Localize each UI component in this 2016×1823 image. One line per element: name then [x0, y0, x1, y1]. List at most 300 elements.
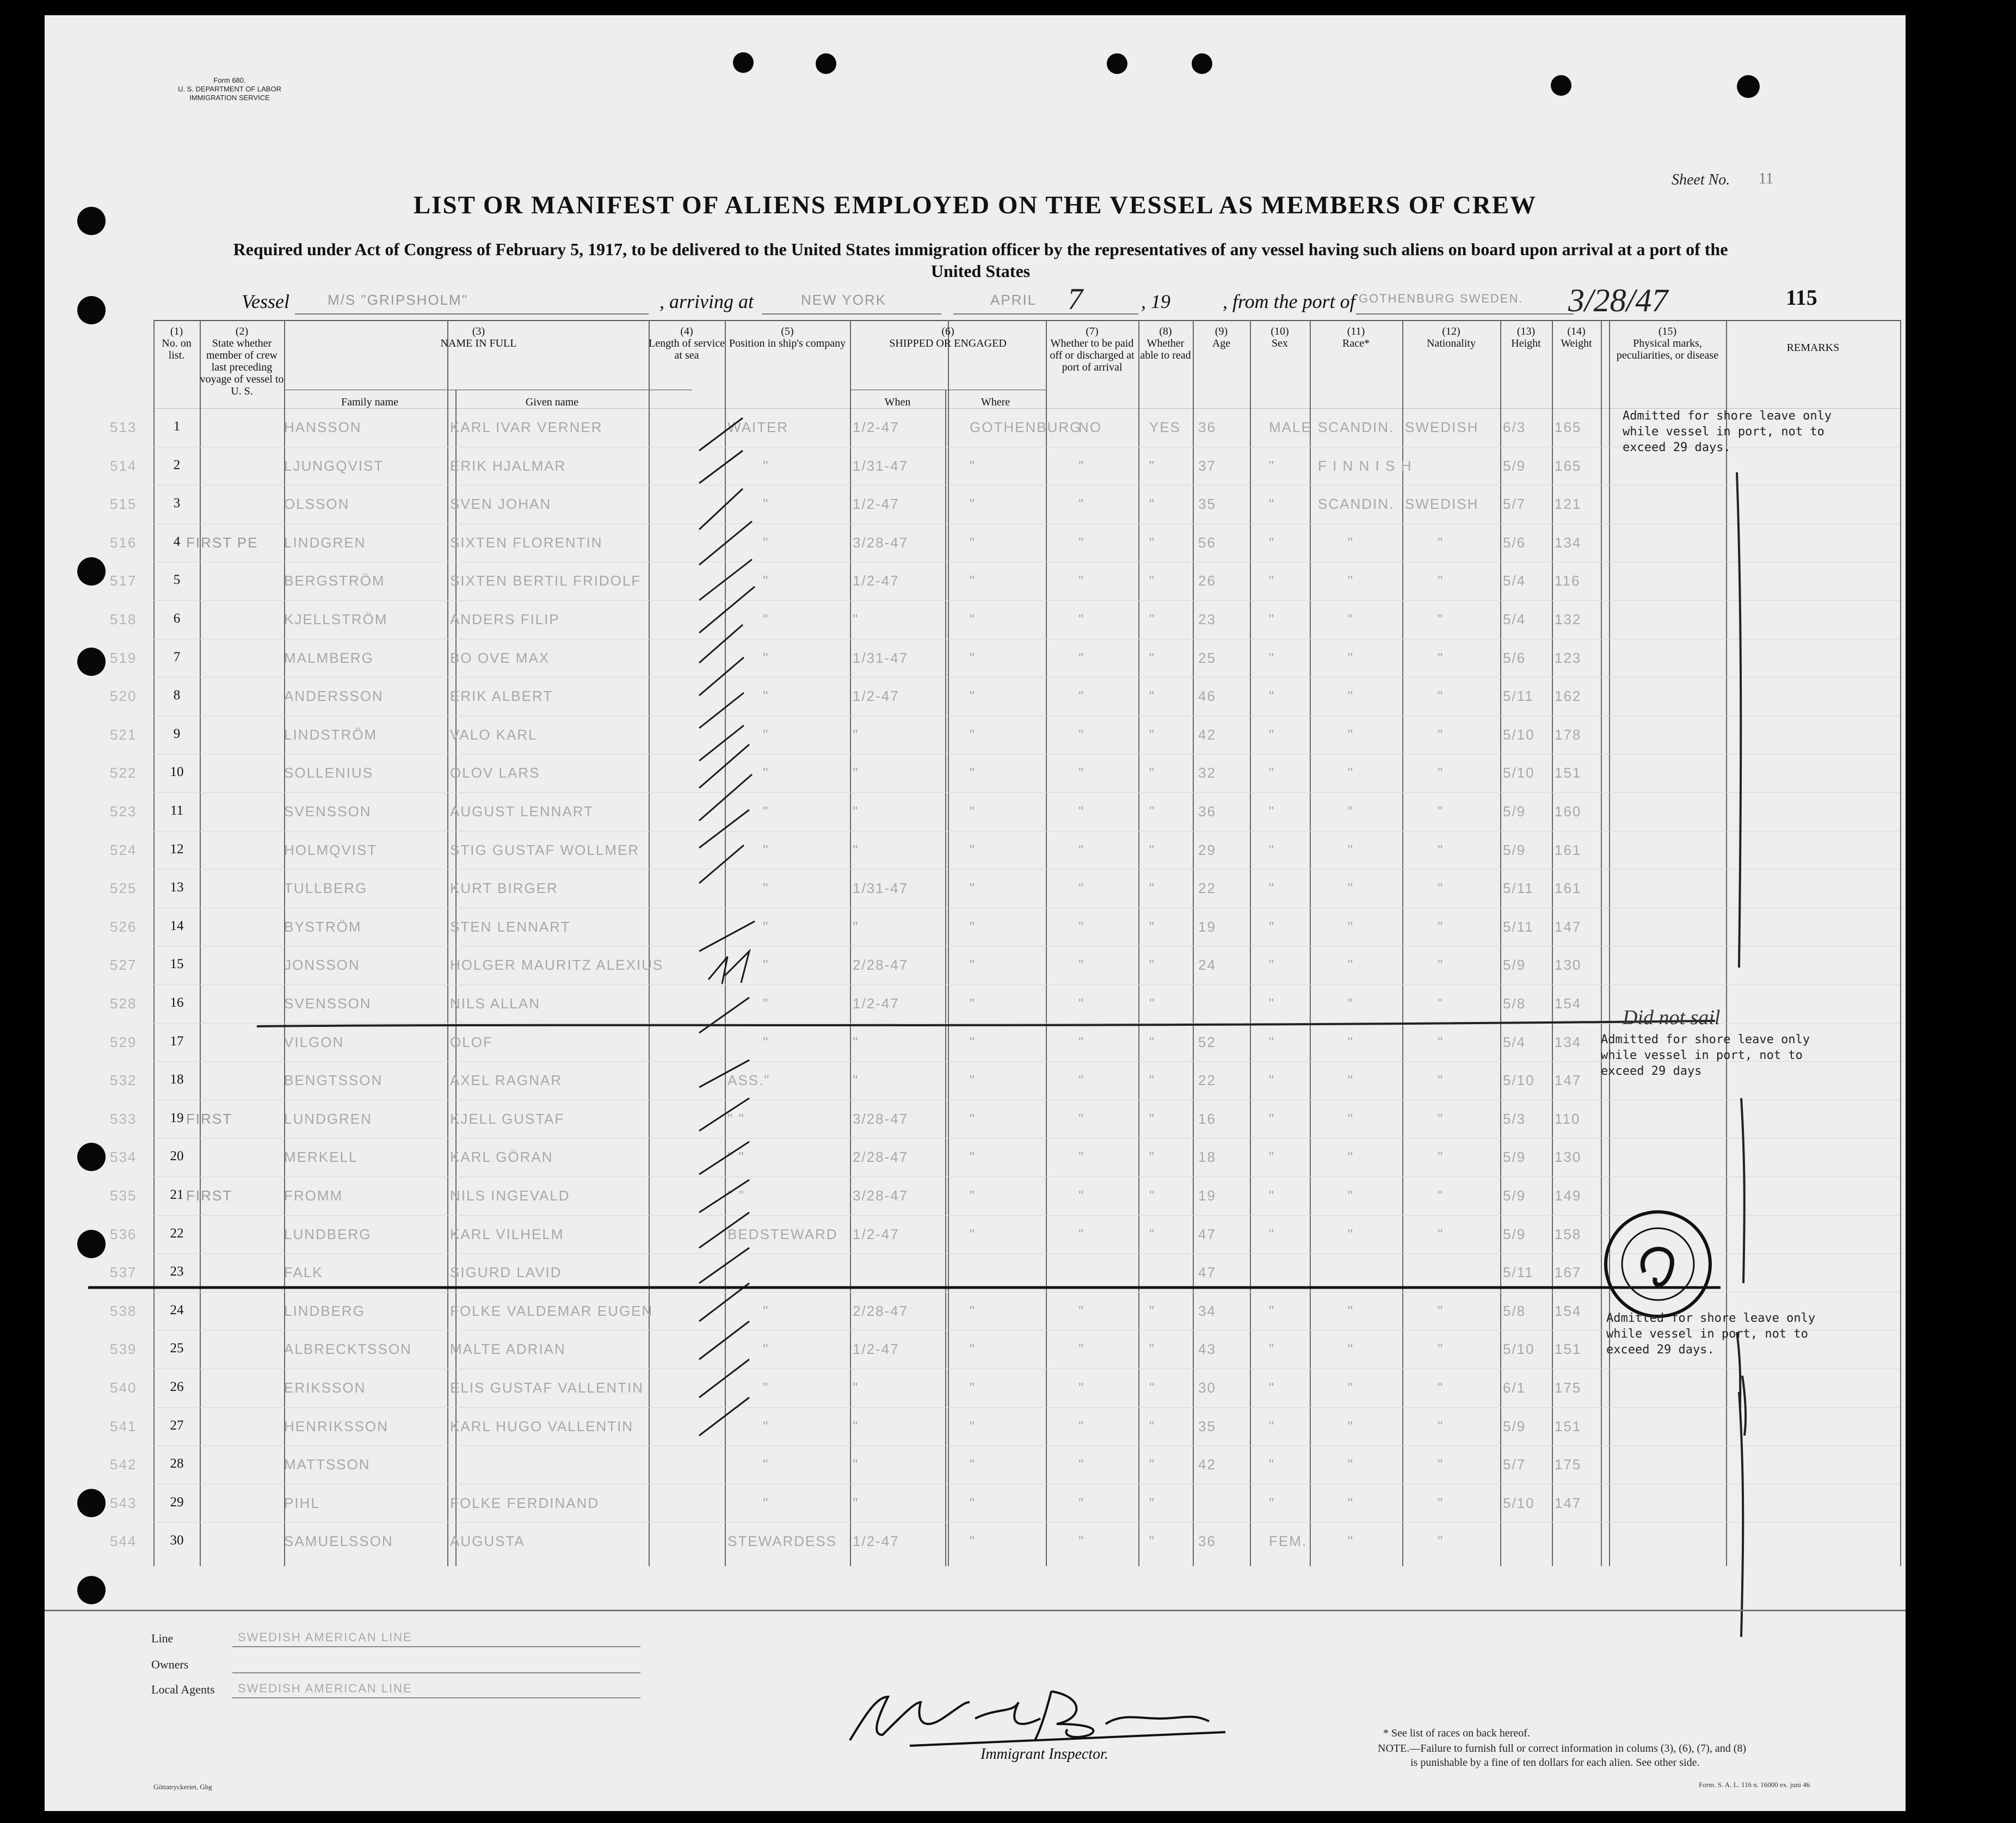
shipped-when: 2/28-47 [853, 957, 909, 974]
row-number: 5 [173, 572, 181, 588]
position: " [763, 726, 769, 743]
shipped-where: " [970, 1494, 976, 1511]
shipped-where: " [970, 1072, 976, 1089]
form-code: Form. S. A. L. 116 n. 16000 ex. juni 46 [1699, 1781, 1810, 1789]
row-number: 25 [170, 1341, 184, 1356]
row-number: 23 [170, 1264, 184, 1279]
column-label: Age [1212, 337, 1231, 349]
nationality: " [1438, 1187, 1444, 1204]
given-name: NILS ALLAN [450, 995, 540, 1012]
family-name: SAMUELSSON [284, 1533, 393, 1550]
given-name: HOLGER MAURITZ ALEXIUS [450, 957, 664, 974]
list-number: 539 [110, 1341, 137, 1358]
family-name: MATTSSON [284, 1456, 371, 1473]
arrival-port: NEW YORK [801, 292, 887, 308]
sex: " [1269, 1225, 1275, 1242]
paid-off: " [1078, 1187, 1085, 1204]
column-divider [1193, 320, 1194, 1566]
local-agents-value: SWEDISH AMERICAN LINE [238, 1682, 412, 1695]
column-header [649, 325, 725, 361]
shipped-where: " [970, 880, 976, 897]
family-name: MALMBERG [284, 649, 374, 666]
list-number: 544 [110, 1533, 137, 1550]
column-label: No. on list. [162, 337, 192, 361]
able-to-read: " [1149, 726, 1156, 743]
paid-off: " [1078, 534, 1085, 551]
shipped-where: " [970, 457, 976, 474]
column-header [1609, 325, 1726, 361]
nationality: " [1438, 1149, 1444, 1166]
list-number: 541 [110, 1418, 137, 1434]
sex: " [1269, 1033, 1275, 1050]
row-number: 17 [170, 1033, 184, 1049]
shipped-where: " [970, 688, 976, 705]
given-name: STIG GUSTAF WOLLMER [450, 841, 640, 858]
shipped-when: " [853, 726, 859, 743]
position: " " [728, 1110, 745, 1127]
race: " [1348, 918, 1354, 935]
weight: 147 [1555, 918, 1582, 935]
list-number: 524 [110, 841, 137, 858]
height: 5/10 [1503, 726, 1535, 743]
age: 35 [1198, 1418, 1216, 1434]
row-number: 20 [170, 1149, 184, 1164]
given-name: AUGUSTA [450, 1533, 525, 1550]
nationality: " [1438, 918, 1444, 935]
manifest-sheet [45, 15, 1906, 1811]
column-header [725, 325, 850, 349]
paid-off: " [1078, 1494, 1085, 1511]
position: " " [728, 1149, 745, 1166]
shipped-when: " [853, 1072, 859, 1089]
column-header [1500, 325, 1552, 349]
weight: 165 [1555, 419, 1582, 435]
shipped-when: 3/28-47 [853, 1187, 909, 1204]
height: 6/3 [1503, 419, 1526, 435]
sex: " [1269, 918, 1275, 935]
shipped-where: " [970, 649, 976, 666]
family-name: LJUNGQVIST [284, 457, 384, 474]
able-to-read: " [1149, 1494, 1156, 1511]
sex: FEM. [1269, 1533, 1308, 1550]
shipped-when: " [853, 1456, 859, 1473]
race: SCANDIN. [1318, 419, 1395, 435]
position: " [763, 457, 769, 474]
shipped-when: 1/2-47 [853, 419, 899, 435]
row-number: 7 [173, 649, 181, 664]
column-header [1402, 325, 1500, 349]
shipped-when: " [853, 1033, 859, 1050]
list-number: 528 [110, 995, 137, 1012]
shipped-when: " [853, 918, 859, 935]
position: " [763, 688, 769, 705]
height: 5/4 [1503, 611, 1526, 627]
race: " [1348, 726, 1354, 743]
nationality: " [1438, 957, 1444, 974]
shipped-where: " [970, 1533, 976, 1550]
height: 5/11 [1503, 880, 1534, 897]
able-to-read: " [1149, 1341, 1156, 1358]
paid-off: " [1078, 1456, 1085, 1473]
position: BEDSTEWARD [728, 1225, 838, 1242]
list-number: 520 [110, 688, 137, 705]
paid-off: " [1078, 1379, 1085, 1396]
shipped-when: 1/2-47 [853, 496, 899, 513]
row-number: 30 [170, 1533, 184, 1548]
row-number: 15 [170, 957, 184, 972]
paid-off: " [1078, 880, 1085, 897]
column-subheader: Where [981, 396, 1010, 408]
race: " [1348, 880, 1354, 897]
weight: 130 [1555, 1149, 1582, 1166]
races-note: * See list of races on back hereof. [1383, 1727, 1530, 1739]
row-divider [153, 600, 1900, 601]
paid-off: " [1078, 1418, 1085, 1434]
row-number: 19 [170, 1110, 184, 1125]
shipped-where: " [970, 803, 976, 820]
shipped-where: GOTHENBURG [970, 419, 1082, 435]
age: 26 [1198, 572, 1216, 589]
able-to-read: " [1149, 1533, 1156, 1550]
nationality: " [1438, 1533, 1444, 1550]
able-to-read: " [1149, 1110, 1156, 1127]
sex: " [1269, 765, 1275, 781]
family-name: BYSTRÖM [284, 918, 362, 935]
list-number: 543 [110, 1494, 137, 1511]
shipped-where: " [970, 1110, 976, 1127]
owners-underline [232, 1672, 640, 1673]
nationality: " [1438, 1418, 1444, 1434]
shipped-when: " [853, 765, 859, 781]
list-number: 537 [110, 1264, 137, 1281]
height: 6/1 [1503, 1379, 1526, 1396]
sex: " [1269, 841, 1275, 858]
column-divider [1601, 320, 1602, 1566]
weight: 116 [1555, 572, 1581, 589]
age: 43 [1198, 1341, 1216, 1358]
family-name: BENGTSSON [284, 1072, 383, 1089]
column-header [1138, 325, 1193, 361]
list-number: 536 [110, 1225, 137, 1242]
list-number: 527 [110, 957, 137, 974]
column-number: (9) [1214, 325, 1228, 337]
paid-off: " [1078, 649, 1085, 666]
column-label: Sex [1272, 337, 1288, 349]
row-23-strike [88, 1282, 1721, 1293]
column-label: REMARKS [1786, 342, 1840, 354]
row-number: 2 [173, 457, 181, 472]
nationality: " [1438, 1494, 1444, 1511]
weight: 147 [1555, 1494, 1582, 1511]
nationality: " [1438, 995, 1444, 1012]
nationality: " [1438, 880, 1444, 897]
position: " [763, 1033, 769, 1050]
height: 5/9 [1503, 1418, 1526, 1434]
shipped-where: " [970, 1302, 976, 1319]
race: " [1348, 841, 1354, 858]
family-name: HOLMQVIST [284, 841, 378, 858]
sex: " [1269, 534, 1275, 551]
given-name: SIXTEN BERTIL FRIDOLF [450, 572, 642, 589]
weight: 154 [1555, 995, 1582, 1012]
row-number: 21 [170, 1187, 184, 1202]
position: " [763, 765, 769, 781]
given-name: STEN LENNART [450, 918, 571, 935]
family-name: OLSSON [284, 496, 350, 513]
length-of-service-ticks [640, 407, 766, 1593]
family-name: SOLLENIUS [284, 765, 373, 781]
page-subtitle: Required under Act of Congress of February 5, 1917, to be delivered to the United States immigration officer by the representatives of any vessel having such aliens on board upon arrival at a port of the United States [233, 239, 1728, 281]
page-title: LIST OR MANIFEST OF ALIENS EMPLOYED ON THE VESSEL AS MEMBERS OF CREW [413, 191, 1537, 219]
underline [762, 313, 941, 315]
age: 18 [1198, 1149, 1216, 1166]
height: 5/9 [1503, 457, 1526, 474]
given-name: SVEN JOHAN [450, 496, 552, 513]
family-name: TULLBERG [284, 880, 368, 897]
paid-off: " [1078, 1110, 1085, 1127]
position: " [763, 1456, 769, 1473]
sex: " [1269, 995, 1275, 1012]
paid-off: " [1078, 957, 1085, 974]
position: " [763, 611, 769, 627]
family-name: LINDSTRÖM [284, 726, 378, 743]
punch-hole [77, 557, 106, 586]
age: 36 [1198, 419, 1216, 435]
failure-note-continued: is punishable by a fine of ten dollars for each alien. See other side. [1410, 1757, 1700, 1769]
age: 30 [1198, 1379, 1216, 1396]
shipped-where: " [970, 1456, 976, 1473]
punch-hole [77, 1143, 106, 1171]
shipped-when: 1/31-47 [853, 457, 909, 474]
list-number: 515 [110, 496, 137, 513]
shipped-when: 1/31-47 [853, 649, 909, 666]
nationality: " [1438, 649, 1444, 666]
paid-off: " [1078, 1149, 1085, 1166]
owners-label: Owners [151, 1658, 189, 1671]
list-number: 519 [110, 649, 137, 666]
age: 42 [1198, 1456, 1216, 1473]
row-number: 24 [170, 1302, 184, 1317]
position: " [763, 995, 769, 1012]
column-divider [1402, 320, 1403, 1566]
family-name: HANSSON [284, 419, 362, 435]
paid-off: " [1078, 1033, 1085, 1050]
shipped-where: " [970, 1379, 976, 1396]
age: 46 [1198, 688, 1216, 705]
row-number: 3 [173, 496, 181, 511]
row-divider [153, 792, 1900, 793]
position: " [763, 918, 769, 935]
able-to-read: " [1149, 1033, 1156, 1050]
race: " [1348, 957, 1354, 974]
column-divider [850, 390, 851, 1566]
family-name: ALBRECKTSSON [284, 1341, 412, 1358]
position: " [763, 957, 769, 974]
family-name: KJELLSTRÖM [284, 611, 388, 627]
did-not-sail-note: Did not sail [1623, 1006, 1721, 1029]
column-label: Race* [1342, 337, 1370, 349]
shipped-where: " [970, 918, 976, 935]
local-agents-label: Local Agents [151, 1683, 215, 1696]
given-name: BO OVE MAX [450, 649, 550, 666]
able-to-read: " [1149, 841, 1156, 858]
age: 35 [1198, 496, 1216, 513]
nationality: SWEDISH [1405, 419, 1479, 435]
sheet-number: 11 [1759, 170, 1773, 187]
list-number: 521 [110, 726, 137, 743]
paid-off: NO [1078, 419, 1102, 435]
column-number: (6) [941, 325, 954, 337]
column-label: Height [1511, 337, 1541, 349]
race: " [1348, 1187, 1354, 1204]
paid-off: " [1078, 1341, 1085, 1358]
punch-hole [77, 1489, 106, 1517]
previous-voyage: FIRST PE [186, 534, 258, 551]
form-number: Form 680. U. S. DEPARTMENT OF LABOR IMMIGRATION SERVICE [178, 76, 281, 102]
position: " [763, 649, 769, 666]
race: " [1348, 572, 1354, 589]
height: 5/11 [1503, 688, 1534, 705]
column-divider [1138, 320, 1139, 1566]
given-name: MALTE ADRIAN [450, 1341, 566, 1358]
race: " [1348, 688, 1354, 705]
row-number: 9 [173, 726, 181, 741]
given-name: AUGUST LENNART [450, 803, 594, 820]
column-divider [1500, 320, 1501, 1566]
vessel-name: M/S "GRIPSHOLM" [328, 292, 468, 308]
printer-mark: Göttatryckeriet, Gbg [153, 1783, 212, 1791]
height: 5/4 [1503, 572, 1526, 589]
punch-hole [77, 1230, 106, 1258]
shipped-where: " [970, 1418, 976, 1434]
height: 5/9 [1503, 841, 1526, 858]
list-number: 514 [110, 457, 137, 474]
given-name: NILS INGEVALD [450, 1187, 570, 1204]
able-to-read: " [1149, 1149, 1156, 1166]
paid-off: " [1078, 995, 1085, 1012]
column-label: Whether able to read [1140, 337, 1191, 361]
column-number: (14) [1567, 325, 1586, 337]
row-number: 14 [170, 918, 184, 933]
position: " [763, 534, 769, 551]
able-to-read: " [1149, 496, 1156, 513]
column-number: (1) [170, 325, 183, 337]
column-divider [945, 390, 946, 1566]
given-name: VALO KARL [450, 726, 538, 743]
punch-hole [1192, 53, 1212, 74]
age: 25 [1198, 649, 1216, 666]
family-name: ERIKSSON [284, 1379, 366, 1396]
underline [295, 313, 649, 315]
list-number: 535 [110, 1187, 137, 1204]
row-divider [153, 984, 1900, 985]
row-divider [153, 677, 1900, 678]
row-number: 12 [170, 841, 184, 857]
weight: 151 [1555, 765, 1582, 781]
age: 22 [1198, 1072, 1216, 1089]
sex: " [1269, 1456, 1275, 1473]
list-number: 538 [110, 1302, 137, 1319]
shipped-when: 1/2-47 [853, 688, 899, 705]
row-number: 29 [170, 1494, 184, 1510]
shipped-where: " [970, 1187, 976, 1204]
column-number: (2) [235, 325, 249, 337]
column-divider [1046, 320, 1047, 1566]
able-to-read: " [1149, 688, 1156, 705]
shipped-where: " [970, 1225, 976, 1242]
sex: " [1269, 803, 1275, 820]
nationality: " [1438, 1341, 1444, 1358]
nationality: " [1438, 803, 1444, 820]
family-name: LINDBERG [284, 1302, 365, 1319]
height: 5/3 [1503, 1110, 1526, 1127]
row-number: 18 [170, 1072, 184, 1087]
position: " [763, 1418, 769, 1434]
shipped-when: " [853, 841, 859, 858]
paid-off: " [1078, 918, 1085, 935]
height: 5/9 [1503, 1225, 1526, 1242]
column-header [1310, 325, 1402, 349]
arrival-month: APRIL [990, 292, 1037, 308]
able-to-read: " [1149, 1072, 1156, 1089]
sex: " [1269, 649, 1275, 666]
sex: " [1269, 726, 1275, 743]
sex: " [1269, 1187, 1275, 1204]
consulate-stamp [1601, 1207, 1715, 1321]
sex: " [1269, 457, 1275, 474]
list-number: 517 [110, 572, 137, 589]
column-header [1193, 325, 1250, 349]
row-divider [153, 869, 1900, 870]
height: 5/7 [1503, 496, 1526, 513]
age: 36 [1198, 1533, 1216, 1550]
paid-off: " [1078, 765, 1085, 781]
shipped-when: 3/28-47 [853, 534, 909, 551]
column-divider [200, 320, 201, 1566]
given-name: FOLKE FERDINAND [450, 1494, 600, 1511]
sex: " [1269, 957, 1275, 974]
position: " [763, 880, 769, 897]
shipped-when: 2/28-47 [853, 1302, 909, 1319]
nationality: SWEDISH [1405, 496, 1479, 513]
race: " [1348, 649, 1354, 666]
column-number: (5) [781, 325, 794, 337]
weight: 123 [1555, 649, 1582, 666]
age: 34 [1198, 1302, 1216, 1319]
remark-row-17: Admitted for shore leave only while vessel in port, not to exceed 29 days [1601, 1033, 1810, 1078]
column-number: (13) [1516, 325, 1536, 337]
able-to-read: " [1149, 457, 1156, 474]
punch-hole [77, 648, 106, 676]
given-name: KARL HUGO VALLENTIN [450, 1418, 634, 1434]
paid-off: " [1078, 841, 1085, 858]
height: 5/9 [1503, 1149, 1526, 1166]
column-label: NAME IN FULL [440, 337, 517, 349]
page-number: 115 [1786, 285, 1817, 310]
paid-off: " [1078, 803, 1085, 820]
paid-off: " [1078, 1533, 1085, 1550]
nationality: " [1438, 1302, 1444, 1319]
weight: 121 [1555, 496, 1582, 513]
age: 19 [1198, 918, 1216, 935]
nationality: " [1438, 1456, 1444, 1473]
given-name: KARL VILHELM [450, 1225, 564, 1242]
weight: 165 [1555, 457, 1582, 474]
able-to-read: " [1149, 1302, 1156, 1319]
nationality: " [1438, 1225, 1444, 1242]
age: 23 [1198, 611, 1216, 627]
able-to-read: " [1149, 1187, 1156, 1204]
